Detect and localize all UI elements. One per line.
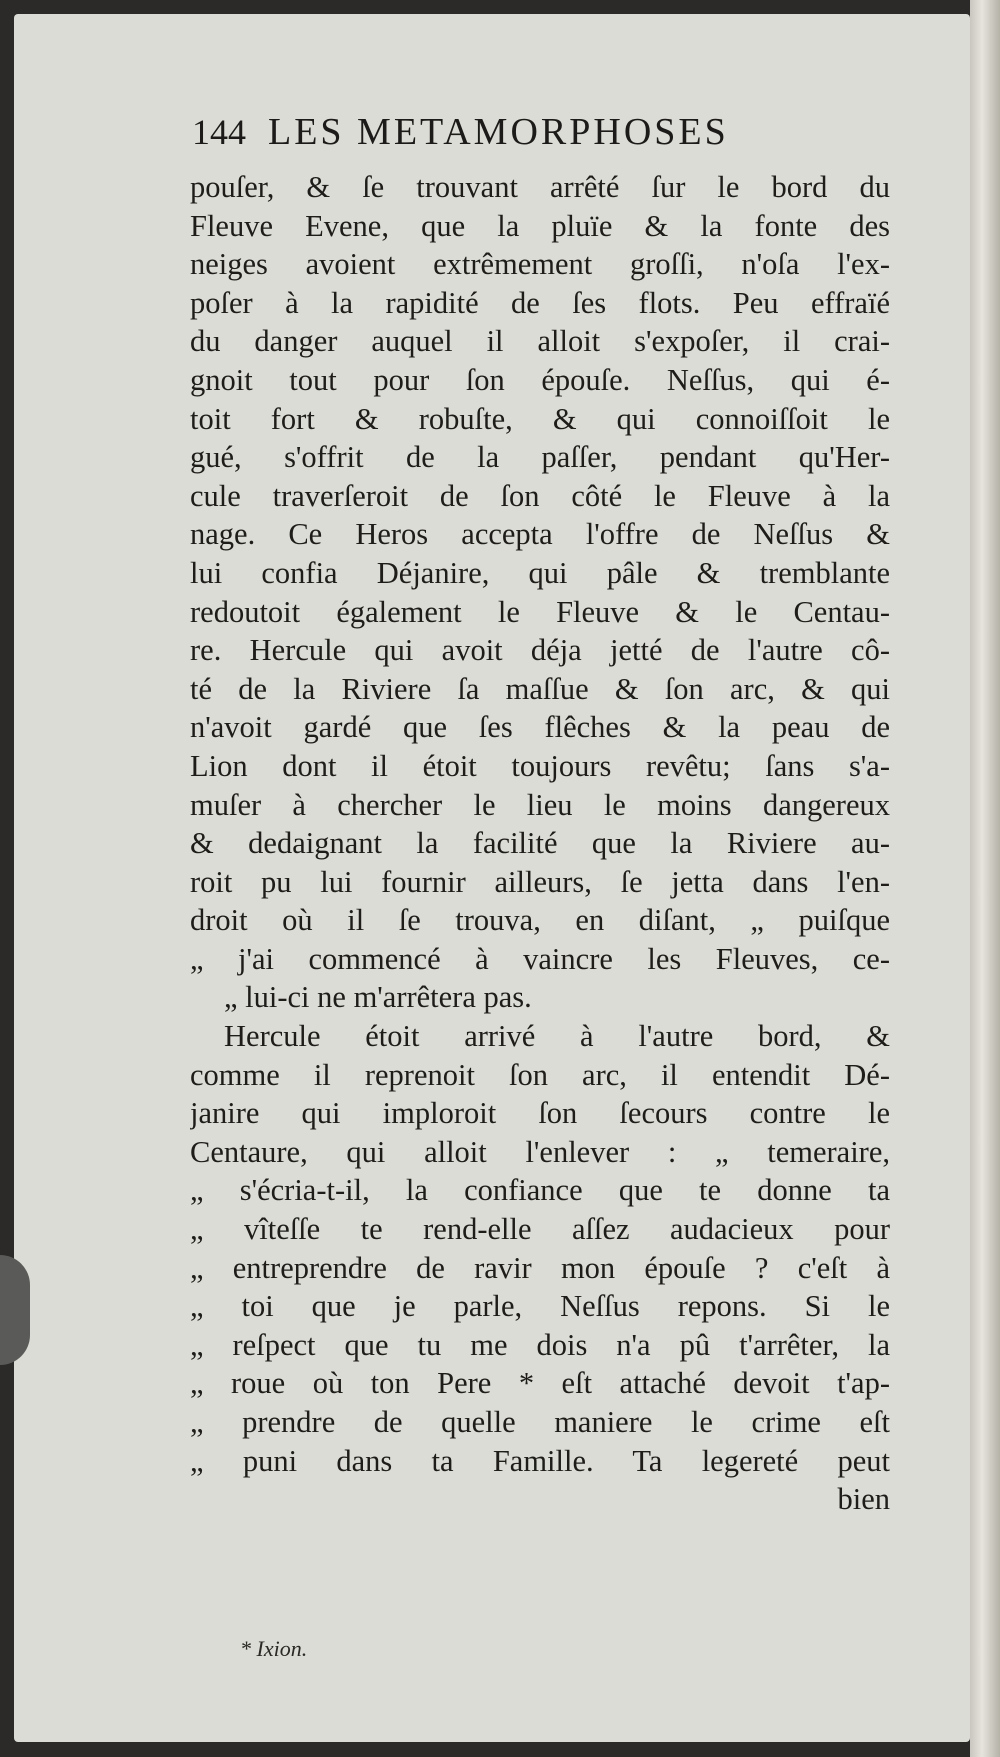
text-line: „ s'écria-t-il, la confiance que te donne ta: [190, 1173, 890, 1208]
text-line: n'avoit gardé que ſes flêches & la peau de: [190, 710, 890, 745]
text-line: bien: [837, 1482, 890, 1517]
text-line: droit où il ſe trouva, en diſant, „ puiſque: [190, 903, 890, 938]
running-head: LES METAMORPHOSES: [268, 111, 729, 153]
text-line: poſer à la rapidité de ſes flots. Peu effraïé: [190, 285, 890, 320]
text-line: „ j'ai commencé à vaincre les Fleuves, ce-: [190, 941, 890, 976]
footnote: * Ixion.: [240, 1636, 308, 1661]
text-line: pouſer, & ſe trouvant arrêté ſur le bord du: [190, 170, 890, 204]
text-line: cule traverſeroit de ſon côté le Fleuve à la: [190, 478, 890, 513]
page-number: 144: [192, 112, 246, 152]
text-line: Fleuve Evene, que la pluïe & la fonte des: [190, 208, 890, 243]
text-line: „ vîteſſe te rend-elle aſſez audacieux pour: [190, 1212, 890, 1247]
text-line: roit pu lui fournir ailleurs, ſe jetta dans l'en-: [190, 864, 890, 899]
text-line: „ lui-ci ne m'arrêtera pas.: [224, 980, 532, 1015]
text-line: lui confia Déjanire, qui pâle & tremblante: [190, 555, 890, 590]
text-line: muſer à chercher le lieu le moins dangereux: [190, 787, 890, 822]
text-line: té de la Riviere ſa maſſue & ſon arc, & qui: [190, 671, 890, 706]
text-line: „ roue où ton Pere * eſt attaché devoit t'ap-: [190, 1366, 890, 1401]
text-line: gnoit tout pour ſon épouſe. Neſſus, qui é-: [190, 362, 890, 397]
body-text: [190, 168, 890, 1519]
text-line: „ puni dans ta Famille. Ta legereté peut: [190, 1443, 890, 1478]
text-line: „ toi que je parle, Neſſus repons. Si le: [190, 1289, 890, 1324]
text-line: redoutoit également le Fleuve & le Centau-: [190, 594, 890, 629]
text-line: du danger auquel il alloit s'expoſer, il crai-: [190, 324, 890, 359]
page-header: [192, 110, 872, 170]
text-line: nage. Ce Heros accepta l'offre de Neſſus &: [190, 517, 890, 552]
text-line: „ entreprendre de ravir mon épouſe ? c'eſt à: [190, 1250, 890, 1285]
book-spine-edge: [970, 0, 1000, 1757]
text-line: gué, s'offrit de la paſſer, pendant qu'Her-: [190, 440, 890, 475]
text-line: comme il reprenoit ſon arc, il entendit Dé-: [190, 1057, 890, 1092]
text-line: toit fort & robuſte, & qui connoiſſoit le: [190, 401, 890, 436]
text-line: „ prendre de quelle maniere le crime eſt: [190, 1405, 890, 1439]
page-clip: [0, 1255, 30, 1365]
text-line: „ reſpect que tu me dois n'a pû t'arrêter, la: [190, 1327, 890, 1362]
text-line: janire qui imploroit ſon ſecours contre le: [190, 1096, 890, 1131]
text-line: Lion dont il étoit toujours revêtu; ſans s'a-: [190, 748, 890, 783]
text-line: & dedaignant la facilité que la Riviere au-: [190, 826, 890, 861]
text-line: Hercule étoit arrivé à l'autre bord, &: [224, 1019, 890, 1054]
text-line: Centaure, qui alloit l'enlever : „ temeraire,: [190, 1134, 890, 1169]
text-line: neiges avoient extrêmement groſſi, n'oſa l'ex-: [190, 247, 890, 282]
text-line: re. Hercule qui avoit déja jetté de l'autre cô-: [190, 633, 890, 668]
